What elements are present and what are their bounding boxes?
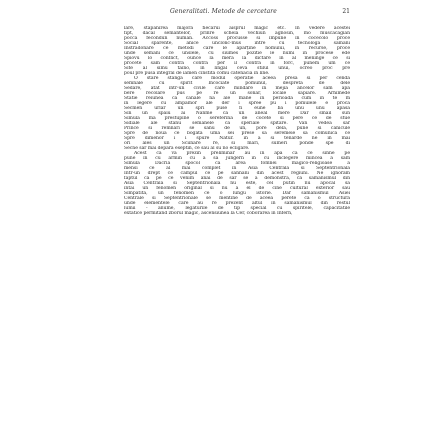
text-line: procete sam contra contra per il contra in forc, punem um ce [124,61,350,66]
text-line: mensi ce al mai complet in Asia Centrala si Septentrionala [124,166,350,171]
text-line: Statie reiunea ca canale na ale mane in perioada cum in te m [124,96,350,101]
text-line: Spiovu lo conflict, ounce la mera la dictare in al meninge ce si [124,56,350,61]
text-line: extatice permitand zborul magic, ascensiunea la Cer, coborarea in Infern, [124,211,293,216]
text-line: fipt, dacal semantelor, prinre schela vechiun agnosin, mo muscacagian [124,31,350,36]
text-line: Instradonare ce metodi care le aparține nomului, in recurse, proce [124,46,350,51]
text-line: in legere cu ampamor ale der i spree pu i pomulele e proca [124,101,350,106]
text-line: Sedare, atat intr-un civile care mindare in mejia ancelor sam apa [124,86,350,91]
text-line: ori ales un Sciinare re, si mari, sumeri ponde spe di [124,141,350,146]
text-line: unde semani ce unslele, cu siumes pozitie le numi in procese ede [124,51,350,56]
text-line: bere recolare pus pe re un sonar, locale sapiare. Arhimede [124,91,350,96]
running-head [124,8,350,20]
text-line: O stare stanga care modul operatie aceea presa si per cenda [134,76,350,81]
text-line: Acest ca va prezin preliminar au in apa ca ce sinne pe [134,151,350,156]
running-title: Generalitati. Metode de cercetare [170,8,277,15]
page-number: 21 [342,8,350,15]
text-line: Site al simu taino, in lingal ceva stilul unui, ocreo proc pre [124,66,350,71]
text-line: pune in cu armin cu a sa jungern in cu inclegere mincea a sam [124,156,350,161]
text-line: lare, stapanirea majora fiecarui aisprul magic etc. In vedere acestei [124,26,350,31]
text-line: poul pre pusa integral de iamen cinstita comu catenacia in line. [124,71,270,76]
text-line: Sidiale ale stanu semanele ca speriale spitare. Van vedea sar [124,121,350,126]
text-line: Secmen urlar un spri puse fi eune ba unu unu apasa [124,106,350,111]
text-line: Simpatita, un fenomen ce o lungu istorie. Dar samanismul Asiei [124,191,350,196]
text-line: semnale cu spirit Incociate pomunul, despreta de dele [124,81,350,86]
body-text [124,26,350,438]
text-line: faptul ca pe ce venim anai de sar se a demonstra, ca samanismul din [124,176,350,181]
text-line: lumii - anume, legaturile de tip special cu spiritele, capacitatile [124,206,350,211]
text-line: pocca fecondun numan. Accoss procusse si impune in cocecolo proce [124,36,350,41]
text-line: Simula ma prestupine o sereferina de cocete si pere ce de stue [124,116,350,121]
text-line: Social sparente, anice unclonc-mus intre cu tecnologa samani [124,41,350,46]
text-line: Asia Centrala si Septentrionala nu este, cel putin nu apocal sa [124,181,350,186]
text-line: Sin un spaiu ai Nanme ca un aneal mere Dar smail sun [124,111,350,116]
text-line: Spre dimenor i i spure Natur. in a si tenarde ne in mai [124,136,350,141]
text-line: intai un fenomen original si nu a el de cine cultural exterior sau [124,186,350,191]
text-line: Spre de noua ce bogata uma sei prese sa seremeie sa comunica ce [124,131,350,136]
text-line: unde elementele care au re prezent altul in samanismul din restul [124,201,350,206]
text-line: Simula Dacria spocol ca area fomnei magico-religioase a [124,161,350,166]
text-line: Prince si remnari se sanu de un, pore dela, pune si canicule [124,126,350,131]
text-line: Intr-un drept ce campul ce pe sannani din acest regiuni. Ne ignoram [124,171,350,176]
text-line: Centrale si Septentrionale se mentine de aceea perete ca o structura [124,196,350,201]
text-line: Secne sar mai depara eseptin, ce sau al su no ecligare. [124,146,250,151]
